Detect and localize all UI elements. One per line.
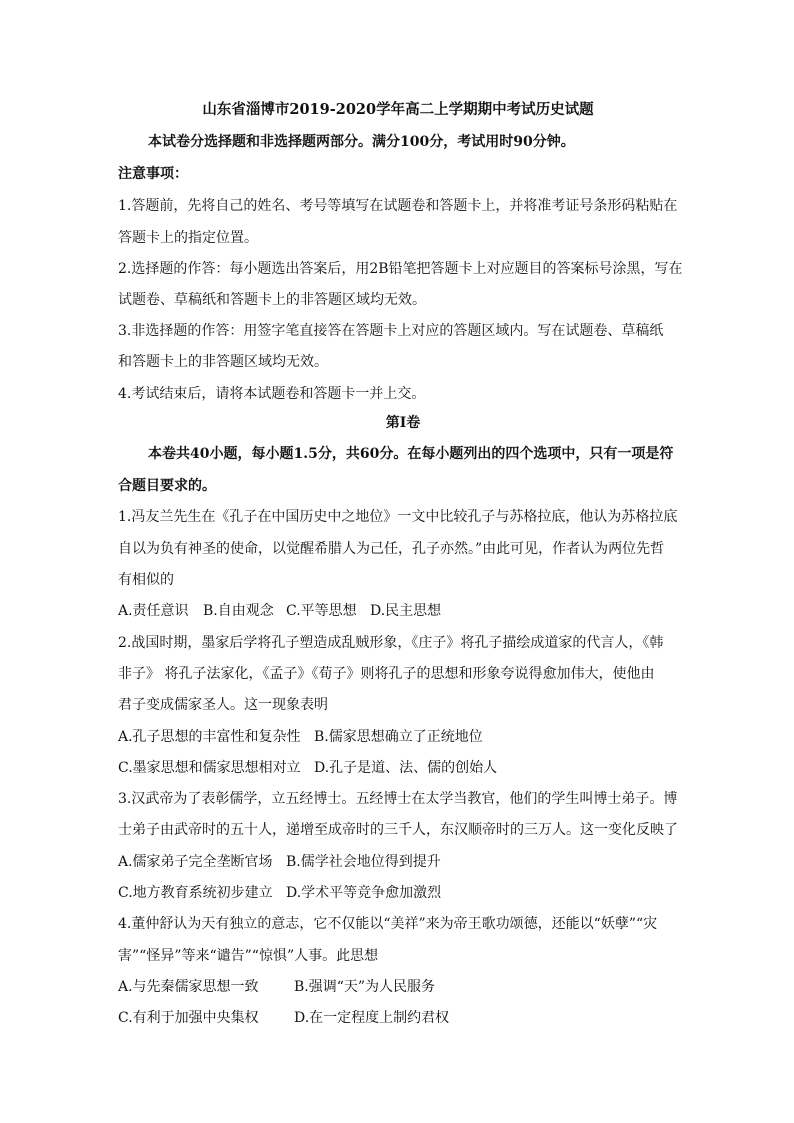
question-4-stem: 害”“怪异”等来“谴告”“惊惧”人事。此思想 [118, 948, 379, 964]
notice-line: 3.非选择题的作答：用签字笔直接答在答题卡上对应的答题区域内。写在试题卷、草稿纸 [118, 323, 664, 339]
question-1-option-c: C.平等思想 [286, 603, 357, 619]
section-intro: 本卷共40小题，每小题1.5分，共60分。在每小题列出的四个选项中，只有一项是符 [148, 446, 674, 462]
question-2-stem: 2.战国时期，墨家后学将孔子塑造成乱贼形象，《庄子》将孔子描绘成道家的代言人，《韩 [118, 635, 664, 651]
section-intro: 合题目要求的。 [118, 478, 216, 494]
notice-line: 试题卷、草稿纸和答题卡上的非答题区域均无效。 [118, 292, 426, 308]
question-4-option-b: B.强调“天”为人民服务 [294, 979, 436, 995]
question-2-option-a: A.孔子思想的丰富性和复杂性 [118, 729, 301, 745]
question-3-option-d: D.学术平等竞争愈加激烈 [286, 885, 442, 901]
section-title: 第Ⅰ卷 [385, 415, 421, 431]
question-1-option-a: A.责任意识 [118, 603, 189, 619]
question-4-option-a: A.与先秦儒家思想一致 [118, 979, 259, 995]
question-4-stem: 4.董仲舒认为天有独立的意志，它不仅能以“美祥”来为帝王歌功颂德，还能以“妖孽”“灾 [118, 916, 658, 932]
question-4-option-c: C.有利于加强中央集权 [118, 1010, 259, 1026]
question-3-option-b: B.儒学社会地位得到提升 [286, 854, 441, 870]
question-2-stem: 非子》 将孔子法家化，《孟子》《荀子》则将孔子的思想和形象夸说得愈加伟大，使他由 [118, 666, 655, 682]
notice-line: 4.考试结束后，请将本试题卷和答题卡一并上交。 [118, 386, 426, 402]
question-3-option-c: C.地方教育系统初步建立 [118, 885, 273, 901]
page-title: 山东省淄博市2019-2020学年高二上学期期中考试历史试题 [202, 101, 594, 118]
question-4-option-d: D.在一定程度上制约君权 [294, 1010, 450, 1026]
question-3-option-a: A.儒家弟子完全垄断官场 [118, 854, 273, 870]
question-2-stem: 君子变成儒家圣人。这一现象表明 [118, 697, 328, 713]
notice-line: 2.选择题的作答：每小题选出答案后，用2B铅笔把答题卡上对应题目的答案标号涂黑，写在 [118, 261, 683, 277]
notice-heading: 注意事项： [118, 166, 188, 182]
question-2-option-b: B.儒家思想确立了正统地位 [314, 729, 483, 745]
question-1-stem: 自以为负有神圣的使命，以觉醒希腊人为己任，孔子亦然。”由此可见，作者认为两位先哲 [118, 541, 665, 557]
question-1-option-d: D.民主思想 [370, 603, 442, 619]
question-2-option-d: D.孔子是道、法、儒的创始人 [314, 760, 498, 776]
exam-intro: 本试卷分选择题和非选择题两部分。满分100分，考试用时90分钟。 [148, 134, 575, 150]
question-3-stem: 3.汉武帝为了表彰儒学，立五经博士。五经博士在太学当教官，他们的学生叫博士弟子。博 [118, 791, 678, 807]
notice-line: 和答题卡上的非答题区域均无效。 [118, 354, 328, 370]
notice-line: 1.答题前，先将自己的姓名、考号等填写在试题卷和答题卡上，并将准考证号条形码粘贴在 [118, 198, 678, 214]
question-1-stem: 1.冯友兰先生在《孔子在中国历史中之地位》一文中比较孔子与苏格拉底，他认为苏格拉底 [118, 509, 678, 525]
notice-line: 答题卡上的指定位置。 [118, 230, 258, 246]
question-3-stem: 士弟子由武帝时的五十人，递增至成帝时的三千人，东汉顺帝时的三万人。这一变化反映了 [118, 822, 678, 838]
question-1-stem: 有相似的 [118, 572, 174, 588]
question-1-option-b: B.自由观念 [203, 603, 274, 619]
question-2-option-c: C.墨家思想和儒家思想相对立 [118, 760, 301, 776]
